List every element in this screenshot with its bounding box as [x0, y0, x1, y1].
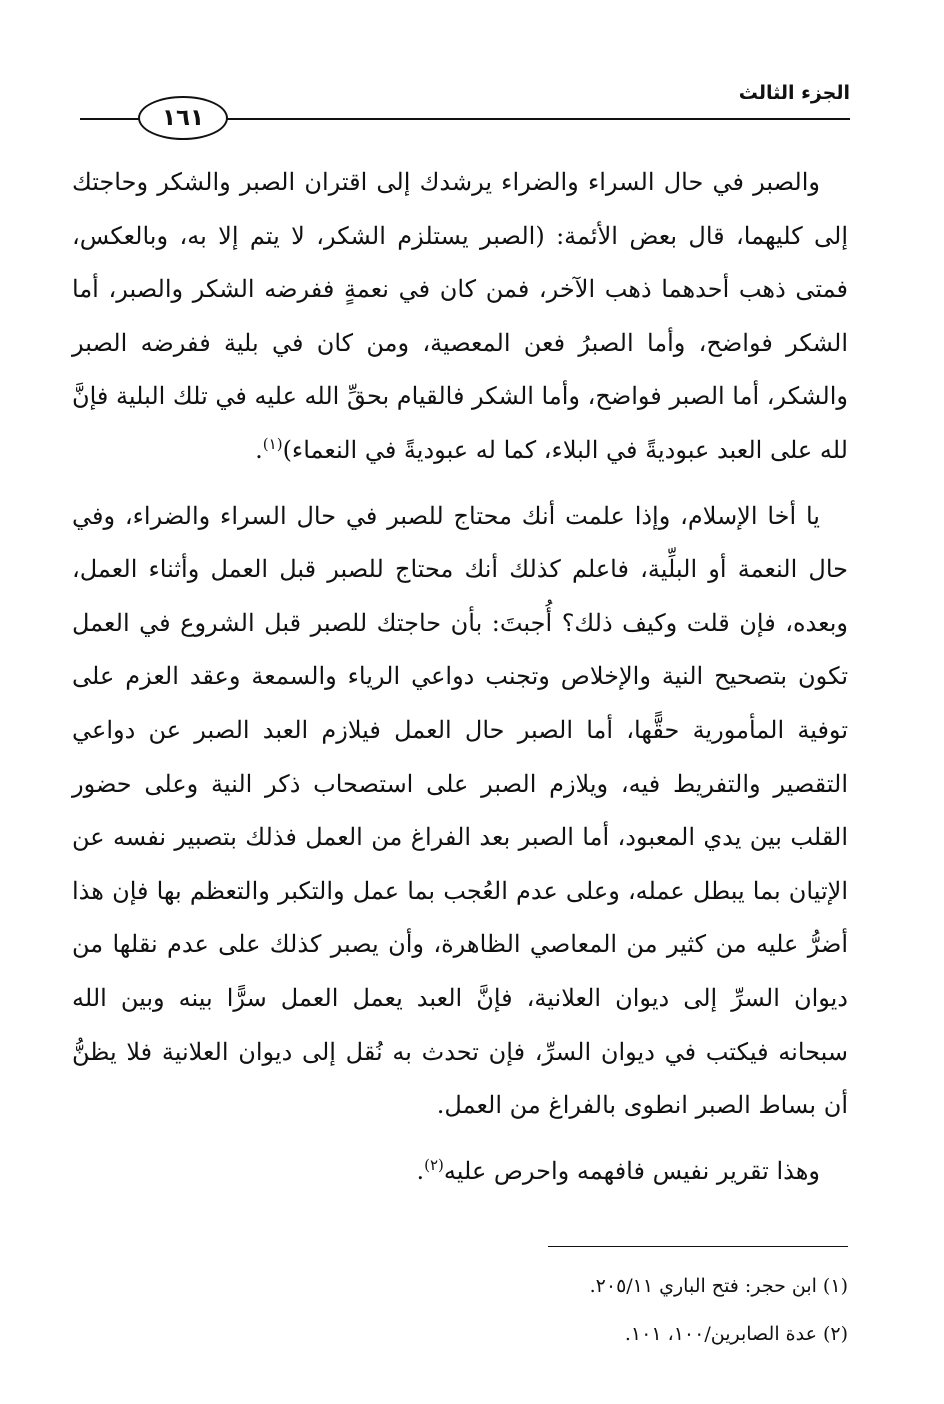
paragraph-2 [72, 490, 848, 1133]
paragraph-text: والصبر في حال السراء والضراء يرشدك إلى اقتران الصبر والشكر وحاجتك إلى كليهما، قال بعض الأئمة: (الصبر يستلزم الشكر، لا يتم إلا به، وبالعكس، فمتى ذهب أحدهما ذهب الآخر، فمن كان في نعمةٍ ففرضه الشكر والصبر، أما الشكر فواضح، وأما الصبرُ فعن المعصية، ومن كان في بلية ففرضه الصبر والشكر، أما الصبر فواضح، وأما الشكر فالقيام بحقِّ الله عليه في تلك البلية فإنَّ لله على العبد عبوديةً في البلاء، كما له عبوديةً في النعماء) [71, 168, 848, 464]
paragraph-3 [72, 1145, 848, 1199]
paragraph-text: يا أخا الإسلام، وإذا علمت أنك محتاج للصبر في حال السراء والضراء، وفي حال النعمة أو البلِّية، فاعلم كذلك أنك محتاج للصبر قبل العمل وأثناء العمل، وبعده، فإن قلت وكيف ذلك؟ أُجبتَ: بأن حاجتك للصبر قبل الشروع في العمل تكون بتصحيح النية والإخلاص وتجنب دواعي الرياء والسمعة وعقد العزم على توفية المأمورية حقًّها، أما الصبر حال العمل فيلازم العبد الصبر عن دواعي التقصير والتفريط فيه، ويلازم الصبر على استصحاب ذكر النية وعلى حضور القلب بين يدي المعبود، أما الصبر بعد الفراغ من العمل فذلك بتصبير نفسه عن الإتيان بما يبطل عمله، وعلى عدم العُجب بما عمل والتكبر والتعظم بها فإن هذا أضرُّ عليه من كثير من المعاصي الظاهرة، وأن يصبر كذلك على عدم نقلها من ديوان السرِّ إلى ديوان العلانية، فإنَّ العبد يعمل العمل سرًّا بينه وبين الله سبحانه فيكتب في ديوان السرِّ، فإن تحدث به نُقل إلى ديوان العلانية فلا يظنُّ أن بساط الصبر انطوى بالفراغ من العمل. [72, 501, 848, 1120]
paragraph-end: . [255, 435, 263, 464]
running-head: الجزء الثالث [738, 82, 850, 104]
paragraph-1 [72, 156, 848, 478]
footnotes [148, 1262, 848, 1358]
page-number: ١٦١ [138, 96, 228, 140]
footnote-separator [548, 1246, 848, 1247]
footnote-2: (٢) عدة الصابرين/١٠٠، ١٠١. [624, 1323, 848, 1345]
footnote-ref-2: (٢) [424, 1155, 444, 1174]
page-header [80, 76, 850, 136]
paragraph-end: . [416, 1156, 425, 1185]
paragraph-text: وهذا تقرير نفيس فافهمه واحرص عليه [443, 1156, 820, 1185]
footnote-ref-1: (١) [262, 434, 283, 453]
body-text [72, 156, 848, 1198]
footnote-1: (١) ابن حجر: فتح الباري ٢٠٥/١١. [589, 1275, 848, 1297]
